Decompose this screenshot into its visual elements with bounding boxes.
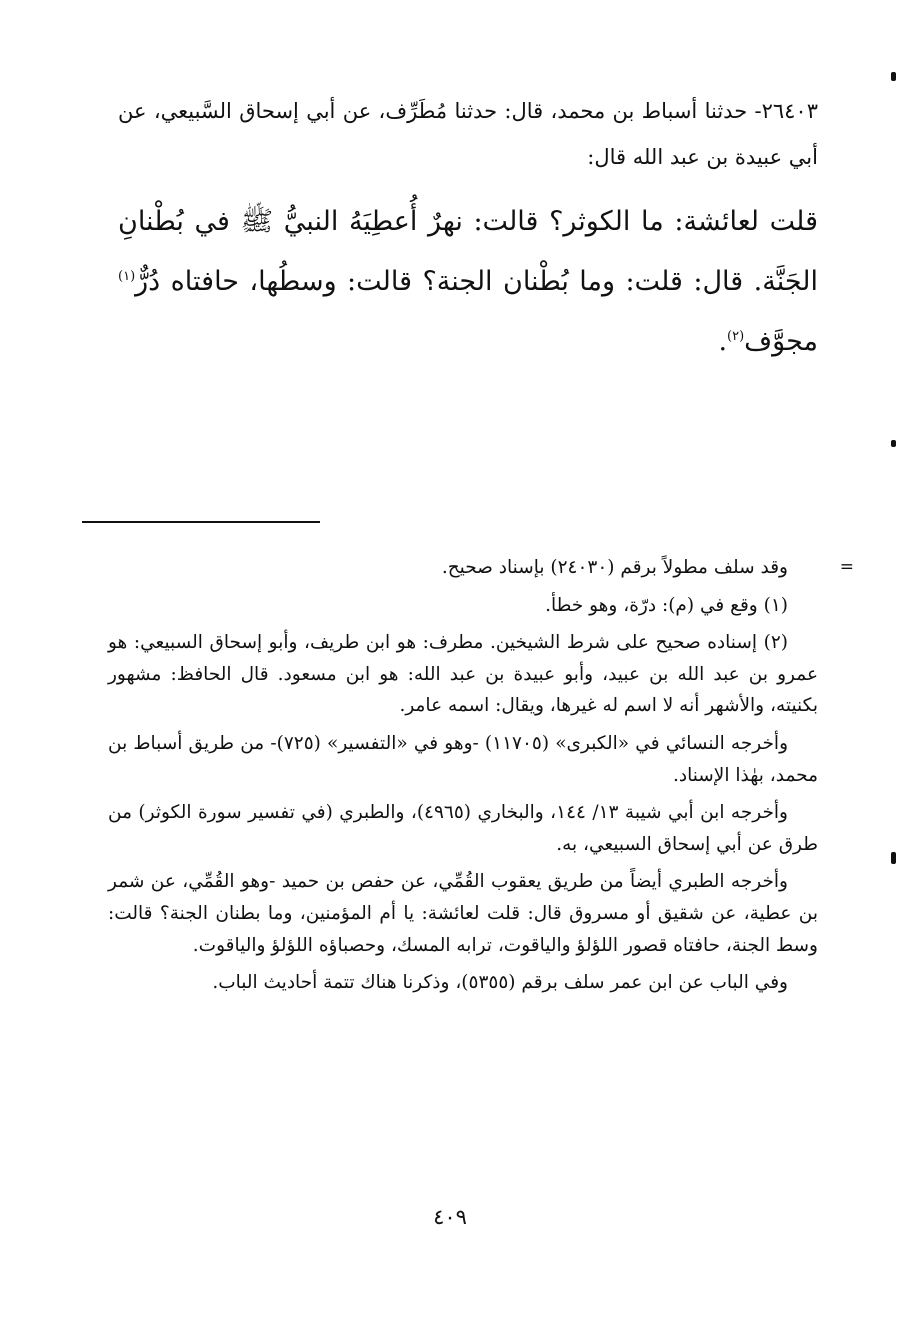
footnote-separator (82, 521, 320, 523)
hadith-matn (118, 194, 818, 369)
footnote-1: (١) وقع في (م): درّة، وهو خطأ. (545, 594, 788, 616)
footnote-ref-1: (١) (118, 269, 136, 284)
footnote-2-para-3: وأخرجه الطبري أيضاً من طريق يعقوب القُمِّي، عن حفص بن حميد -وهو القُمِّي، عن شمر بن عطية، عن شقيق أو مسروق قال: قلت لعائشة: يا أم المؤمنين، وما بطنان الجنة؟ قالت: وسط الجنة، حافتاه قصور اللؤلؤ والياقوت، ترابه المسك، وحصباؤه اللؤلؤ والياقوت. (108, 871, 818, 956)
hadith-chain: ٢٦٤٠٣- حدثنا أسباط بن محمد، قال: حدثنا مُطَرِّف، عن أبي إسحاق السَّبيعي، عن أبي عبيدة بن عبد الله قال: (118, 99, 818, 169)
scan-speck-top (891, 72, 896, 81)
footnote-2-para-4: وفي الباب عن ابن عمر سلف برقم (٥٣٥٥)، وذكرنا هناك تتمة أحاديث الباب. (212, 972, 788, 994)
footnote-2-para-2: وأخرجه ابن أبي شيبة ١٣/ ١٤٤، والبخاري (٤٩٦٥)، والطبري (في تفسير سورة الكوثر) من طرق عن أبي إسحاق السبيعي، به. (108, 802, 818, 855)
hadith-matn-end: . (718, 326, 728, 357)
hadith-matn-part-b: مجوَّف (744, 326, 818, 357)
footnote-continuation-text: وقد سلف مطولاً برقم (٢٤٠٣٠) بإسناد صحيح. (441, 557, 788, 578)
page-number: ٤٠٩ (433, 1205, 467, 1229)
scan-speck-lower (891, 852, 896, 864)
hadith-block (118, 88, 818, 369)
footnote-2: (٢) إسناده صحيح على شرط الشيخين. مطرف: هو ابن طريف، وأبو إسحاق السبيعي: هو عمرو بن عبد الله بن عبيد، وأبو عبيدة بن عبد الله: هو ابن مسعود. قال الحافظ: مشهور بكنيته، والأشهر أنه لا اسم له غيرها، ويقال: اسمه عامر. (108, 632, 818, 717)
continuation-mark: = (839, 557, 854, 577)
scan-speck-middle (891, 440, 896, 447)
footnote-ref-2: (٢) (727, 329, 745, 344)
footnotes (108, 552, 854, 1005)
footnote-2-para-1: وأخرجه النسائي في «الكبرى» (١١٧٠٥) -وهو في «التفسير» (٧٢٥)- من طريق أسباط بن محمد، بهٰذا الإسناد. (108, 732, 818, 786)
hadith-matn-part-a: قلت لعائشة: ما الكوثر؟ قالت: نهرٌ أُعطِيَهُ النبيُّ ﷺ في بُطْنانِ الجَنَّة. قال: قلت: وما بُطْنان الجنة؟ قالت: وسطُها، حافتاه دُرٌّ (118, 206, 818, 297)
footnote-continuation (108, 552, 854, 584)
